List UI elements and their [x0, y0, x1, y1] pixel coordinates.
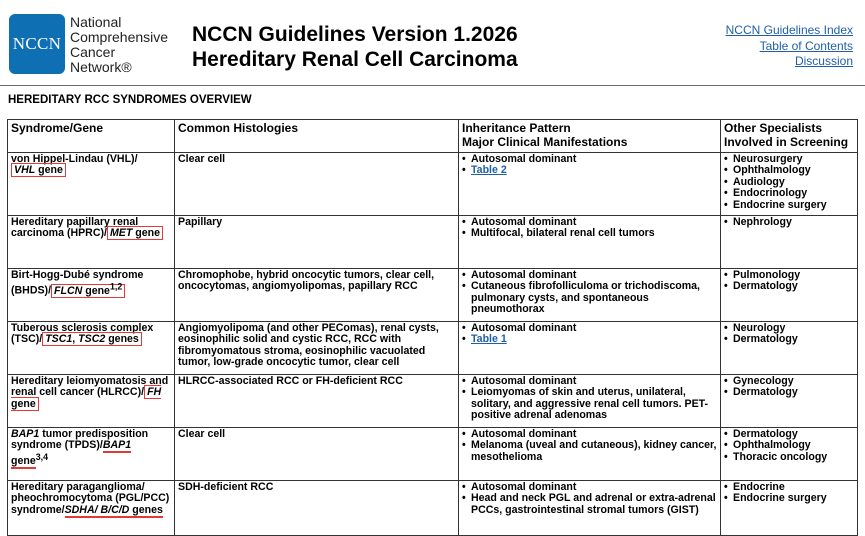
histology-cell: Clear cell [175, 428, 459, 481]
org-line: National [70, 14, 122, 30]
header-histologies: Common Histologies [175, 120, 459, 153]
nccn-logo [9, 14, 65, 74]
title-line-2: Hereditary Renal Cell Carcinoma [192, 48, 518, 71]
syndrome-cell: BAP1 tumor predisposition syndrome (TPDS)/BAP1 gene$^{3,4}$ [8, 428, 175, 481]
syndrome-cell: von Hippel-Lindau (VHL)/ VHL gene [8, 153, 175, 216]
guidelines-index-link[interactable]: NCCN Guidelines Index [725, 23, 853, 37]
specialists-cell: • Neurology • Dermatology [721, 322, 858, 375]
histology-cell: Angiomyolipoma (and other PEComas), renal cysts, eosinophilic solid and cystic RCC, RCC with fibromyomatous stroma, eosinophilic vacuolated tumor, low-grade oncocytic tumor, clear cell [175, 322, 459, 375]
inheritance-cell: • Autosomal dominant • Melanoma (uveal and cutaneous), kidney cancer, mesothelioma [459, 428, 721, 481]
table-row [8, 269, 858, 322]
page-title [192, 22, 518, 72]
histology-cell: HLRCC-associated RCC or FH-deficient RCC [175, 375, 459, 428]
table-row [8, 153, 858, 216]
header-divider [0, 85, 865, 86]
inheritance-cell: • Autosomal dominant • Head and neck PGL and adrenal or extra-adrenal PCCs, gastrointestinal stromal tumors (GIST) [459, 481, 721, 536]
syndrome-cell: Hereditary paraganglioma/ pheochromocytoma (PGL/PCC) syndrome/SDHA/ B/C/D genes [8, 481, 175, 536]
gene-underline: SDHA/ B/C/D genes [64, 503, 163, 516]
gene-highlight: TSC1, TSC2 genes [42, 332, 142, 346]
table-row [8, 375, 858, 428]
table-row [8, 216, 858, 269]
section-title: HEREDITARY RCC SYNDROMES OVERVIEW [8, 94, 252, 106]
inheritance-cell: • Autosomal dominant • Cutaneous fibrofolliculoma or trichodiscoma, pulmonary cysts, and spontaneous pneumothorax [459, 269, 721, 322]
nav-links [726, 23, 853, 70]
syndrome-cell: Tuberous sclerosis complex (TSC)/ TSC1, TSC2 genes [8, 322, 175, 375]
table-of-contents-link[interactable]: Table of Contents [759, 38, 853, 53]
organization-name [70, 15, 168, 75]
inheritance-cell: • Autosomal dominant • Table 1 [459, 322, 721, 375]
title-line-1: NCCN Guidelines Version 1.2026 [192, 23, 518, 46]
table-row [8, 481, 858, 536]
inheritance-cell: • Autosomal dominant • Multifocal, bilateral renal cell tumors [459, 216, 721, 269]
specialists-cell: • Pulmonology • Dermatology [721, 269, 858, 322]
histology-cell: Clear cell [175, 153, 459, 216]
header-specialists: Other Specialists Involved in Screening [721, 120, 858, 153]
syndrome-cell: Birt-Hogg-Dubé syndrome (BHDS)/ FLCN gene$^{1,2}$ [8, 269, 175, 322]
org-line: Network® [70, 59, 132, 75]
gene-highlight: MET gene [107, 226, 163, 240]
discussion-link[interactable]: Discussion [794, 54, 853, 68]
specialists-cell: • Endocrine • Endocrine surgery [721, 481, 858, 536]
specialists-cell: • Nephrology [721, 216, 858, 269]
logo-text: NCCN [12, 34, 62, 53]
table-row [8, 322, 858, 375]
histology-cell: Chromophobe, hybrid oncocytic tumors, clear cell, oncocytomas, angiomyolipomas, papillary RCC [175, 269, 459, 322]
org-line: Comprehensive [70, 29, 169, 45]
syndrome-cell: Hereditary leiomyomatosis and renal cell cancer (HLRCC)/ FH gene [8, 375, 175, 428]
org-line: Cancer [70, 44, 116, 60]
gene-underline: BAP1 gene [11, 439, 132, 468]
gene-highlight: FLCN gene$^{1,2}$ [51, 284, 125, 298]
histology-cell: SDH-deficient RCC [175, 481, 459, 536]
specialists-cell: • Neurosurgery • Ophthalmology • Audiology • Endocrinology • Endocrine surgery [721, 153, 858, 216]
header-inheritance: Inheritance Pattern Major Clinical Manifestations [459, 120, 721, 153]
table-header-row [8, 120, 858, 153]
syndrome-cell: Hereditary papillary renal carcinoma (HPRC)/ MET gene [8, 216, 175, 269]
inheritance-cell: • Autosomal dominant • Leiomyomas of skin and uterus, unilateral, solitary, and aggressive renal cell tumors. PET-positive adrenal adenomas [459, 375, 721, 428]
header-syndrome: Syndrome/Gene [8, 120, 175, 153]
table-2-link[interactable]: Table 2 [471, 164, 507, 177]
table-row [8, 428, 858, 481]
inheritance-cell: • Autosomal dominant • Table 2 [459, 153, 721, 216]
table-1-link[interactable]: Table 1 [471, 333, 507, 346]
specialists-cell: • Gynecology • Dermatology [721, 375, 858, 428]
gene-highlight: FH gene [11, 386, 162, 410]
histology-cell: Papillary [175, 216, 459, 269]
gene-highlight: VHL gene [11, 163, 66, 177]
specialists-cell: • Dermatology • Ophthalmology • Thoracic oncology [721, 428, 858, 481]
syndromes-table [7, 119, 858, 536]
